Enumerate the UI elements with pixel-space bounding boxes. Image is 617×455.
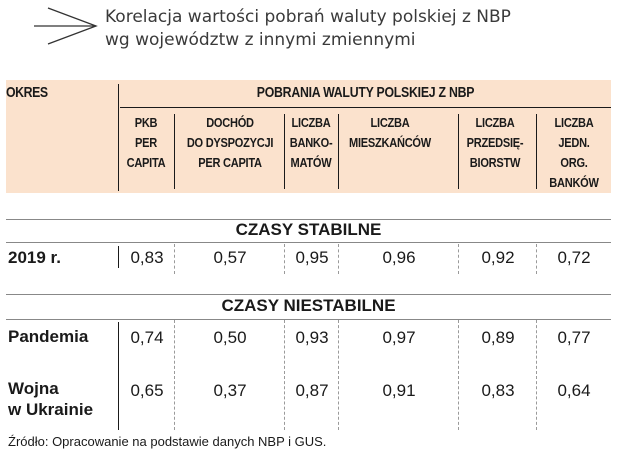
column-header-dochod: [184, 113, 276, 173]
column-header-line: CAPITA: [126, 155, 166, 170]
column-header-line: DO DYSPOZYCJI: [186, 135, 274, 150]
row-label-line: w Ukrainie: [8, 400, 94, 419]
column-divider: [458, 114, 459, 189]
section-title-stable: CZASY STABILNE: [6, 220, 611, 240]
header-divider: [118, 84, 119, 191]
table-cell: 0,93: [295, 328, 329, 347]
arrow-right-icon: [34, 6, 98, 46]
section-rule: [6, 294, 611, 295]
table-cell: 0,64: [557, 381, 591, 400]
column-header-bankomaty: [290, 113, 333, 173]
column-header-line: JEDN. ORG.: [558, 135, 590, 170]
column-header-line: LICZBA: [554, 115, 594, 130]
title-line-1: Korelacja wartości pobrań waluty polskiej z NBP: [105, 7, 511, 27]
column-guide: [536, 320, 537, 430]
column-guide: [338, 320, 339, 430]
header-group-underline: [120, 107, 611, 108]
column-divider: [284, 114, 285, 189]
column-guide: [284, 320, 285, 430]
row-label-pandemia: Pandemia: [8, 327, 89, 346]
row-label-wojna: [8, 378, 93, 420]
column-header-line: MATÓW: [290, 155, 332, 170]
section-rule: [6, 319, 611, 320]
column-guide: [458, 244, 459, 274]
table-cell: 0,87: [295, 381, 329, 400]
column-header-line: LICZBA: [291, 115, 331, 130]
column-guide: [174, 320, 175, 430]
column-header-line: LICZBA: [370, 115, 410, 130]
table-cell: 0,74: [130, 328, 164, 347]
column-header-line: LICZBA: [475, 115, 515, 130]
table-cell: 0,83: [481, 381, 515, 400]
table-cell: 0,37: [213, 381, 247, 400]
column-guide: [458, 320, 459, 430]
column-guide: [536, 244, 537, 274]
table-cell: 0,83: [130, 248, 164, 267]
column-header-line: PER CAPITA: [198, 155, 262, 170]
section-title-unstable: CZASY NIESTABILNE: [6, 296, 611, 316]
column-header-line: BANKO-: [289, 135, 333, 150]
row-label-2019: 2019 r.: [8, 248, 61, 267]
column-guide: [174, 244, 175, 274]
title-line-2: wg województw z innymi zmiennymi: [105, 30, 416, 50]
column-header-banki: [543, 113, 604, 193]
column-guide: [284, 244, 285, 274]
table-cell: 0,72: [557, 248, 591, 267]
table-cell: 0,95: [295, 248, 329, 267]
table-cell: 0,96: [382, 248, 416, 267]
column-divider: [174, 114, 175, 189]
column-header-przedsiebiorstwa: [465, 113, 525, 173]
column-header-line: MIESZKAŃCÓW: [349, 135, 431, 150]
column-divider: [338, 114, 339, 189]
column-header-pkb: [124, 113, 168, 173]
source-note: Źródło: Opracowanie na podstawie danych NBP i GUS.: [8, 434, 327, 449]
column-guide: [338, 244, 339, 274]
column-header-line: PER: [135, 135, 157, 150]
column-header-line: PRZEDSIĘ-: [466, 135, 524, 150]
column-header-line: DOCHÓD: [206, 115, 254, 130]
column-header-line: BANKÓW: [549, 175, 599, 190]
row-divider: [118, 322, 119, 430]
column-header-line: PKB: [134, 115, 158, 130]
column-header-line: BIORSTW: [469, 155, 521, 170]
table-cell: 0,92: [481, 248, 515, 267]
chart-title: [105, 6, 511, 52]
header-group: POBRANIA WALUTY POLSKIEJ Z NBP: [256, 84, 475, 101]
column-header-mieszkancy: [348, 113, 433, 153]
row-label-line: Wojna: [8, 379, 59, 398]
table-cell: 0,91: [382, 381, 416, 400]
row-divider: [118, 246, 119, 268]
table-cell: 0,57: [213, 248, 247, 267]
header-okres: OKRES: [6, 84, 48, 101]
column-divider: [536, 114, 537, 189]
section-rule: [6, 242, 611, 243]
table-cell: 0,50: [213, 328, 247, 347]
table-cell: 0,97: [382, 328, 416, 347]
table-cell: 0,77: [557, 328, 591, 347]
table-cell: 0,65: [130, 381, 164, 400]
table-cell: 0,89: [481, 328, 515, 347]
